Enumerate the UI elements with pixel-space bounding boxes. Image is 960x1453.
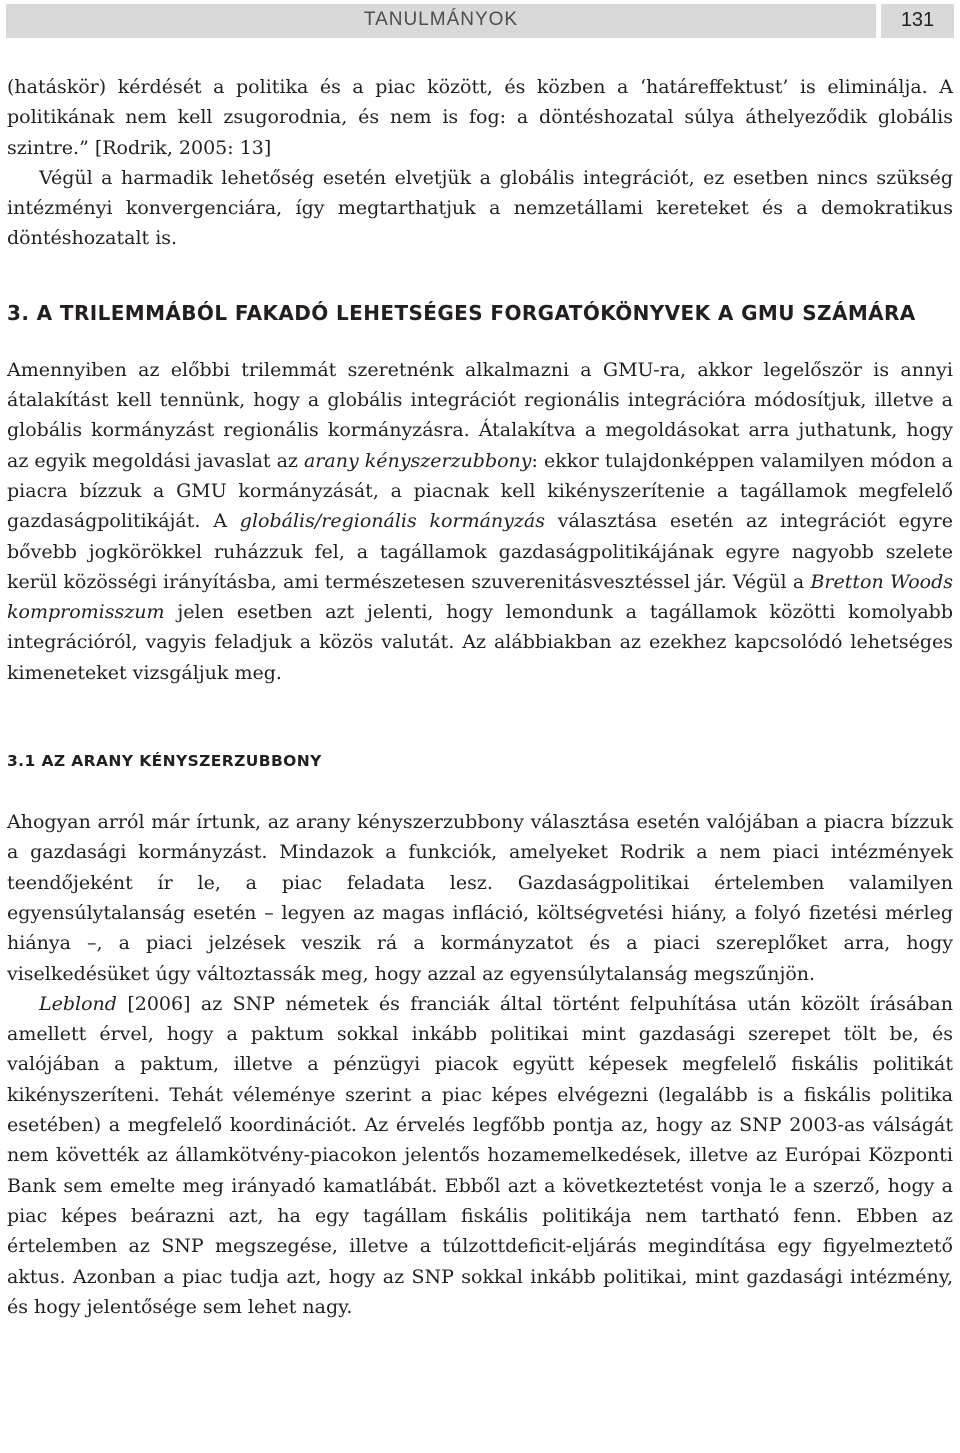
text-run: jelen esetben azt jelenti, hogy lemondunk a tagállamok közötti komolyabb integrációról, vagyis feladjuk a közös valutát. Az alábbiakban az ezekhez kapcsolódó lehetséges kimeneteket vizsgáljuk meg.: [7, 601, 953, 684]
author-leblond: Leblond: [39, 992, 117, 1015]
intro-paragraph-1: (hatáskör) kérdését a politika és a piac között, és közben a ‘határeffektust’ is eliminálja. A politikának nem kell zsugorodnia, és nem is fog: a döntéshozatal súlya áthelyeződik globális szintre.” [Rodrik, 2005: 13]: [7, 76, 953, 159]
text-run: : ekkor tulajdonképpen valamilyen módon a piacra bízzuk a GMU kormányzását, a piacnak kell kikényszerítenie a tagállamok megfelelő gazdaságpolitikáját. A: [7, 449, 953, 533]
term-bretton-woods: Bretton Woods kompromisszum: [7, 570, 953, 624]
text-run: [2006] az SNP németek és franciák által történt felpuhítása után közölt írásában amellett érvel, hogy a paktum sokkal inkább politikai mint gazdasági szerepet tölt be, és valójában a paktum, illetve a pénzügyi piacok együtt képesek megfelelő fiskális politikát kikényszeríteni. Tehát véleménye szerint a piac képes elvégezni (legalább is a fiskális politika esetében) a megfelelő koordinációt. Az érvelés legfőbb pontja az, hogy az SNP 2003-as válságát nem követték az államkötvény-piacokon jelentős hozamemelkedések, illetve az Európai Központi Bank sem emelte meg irányadó kamatlábát. Ebből azt a következtetést vonja le a szerző, hogy a piac képes beárazni azt, ha egy tagállam fiskális politikája nem tartható fenn. Ebben az értelemben az SNP megszegése, illetve a túlzottdeficit-eljárás megindítása egy figyelmeztető aktus. Azonban a piac tudja azt, hogy az SNP sokkal inkább politikai, mint gazdasági intézmény, és hogy jelentősége sem lehet nagy.: [7, 992, 953, 1318]
section-3-1-paragraph-2: [7, 989, 953, 1322]
section-3-1-heading: 3.1 AZ ARANY KÉNYSZERZUBBONY: [7, 752, 322, 771]
section-3-heading: 3. A TRILEMMÁBÓL FAKADÓ LEHETSÉGES FORGATÓKÖNYVEK A GMU SZÁMÁRA: [7, 300, 916, 325]
running-header-title: TANULMÁNYOK: [363, 9, 519, 30]
article-body: [7, 72, 953, 1322]
page-number: 131: [900, 9, 935, 31]
section-3-1-paragraph-1: Ahogyan arról már írtunk, az arany kényszerzubbony választása esetén valójában a piacra bízzuk a gazdasági kormányzást. Mindazok a funkciók, amelyeket Rodrik a nem piaci intézmények teendőjeként ír le, a piac feladata lesz. Gazdaságpolitikai értelemben valamilyen egyensúlytalanság esetén – legyen az magas infláció, költségvetési hiány, a folyó fizetési mérleg hiánya –, a piaci jelzések veszik rá a kormányzatot és a piaci szereplőket arra, hogy viselkedésüket úgy változtassák meg, hogy azzal az egyensúlytalanság megszűnjön.: [7, 811, 953, 985]
intro-paragraph-2: Végül a harmadik lehetőség esetén elvetjük a globális integrációt, ez esetben nincs szükség intézményi konvergenciára, így megtarthatjuk a nemzetállami kereteket és a demokratikus döntéshozatalt is.: [7, 166, 953, 250]
text-run: választása esetén az integrációt egyre bővebb jogkörökkel ruházzuk fel, a tagállamok gazdaságpolitikájának egyre nagyobb szelete kerül közösségi irányításba, ami természetesen szuverenitásvesztéssel jár. Végül a: [7, 510, 954, 593]
text-run: Amennyiben az előbbi trilemmát szeretnénk alkalmazni a GMU-ra, akkor legelőször is annyi átalakítást kell tennünk, hogy a globális integrációt regionális integrációra módosítjuk, illetve a globális kormányzást regionális kormányzásra. Átalakítva a megoldásokat arra juthatunk, hogy az egyik megoldási javaslat az: [7, 358, 953, 472]
section-3-paragraph: [7, 355, 953, 688]
term-arany-kenyszerzubbony: arany kényszerzubbony: [303, 449, 532, 472]
term-globalis-regionalis-kormanyzas: globális/regionális kormányzás: [239, 510, 545, 533]
